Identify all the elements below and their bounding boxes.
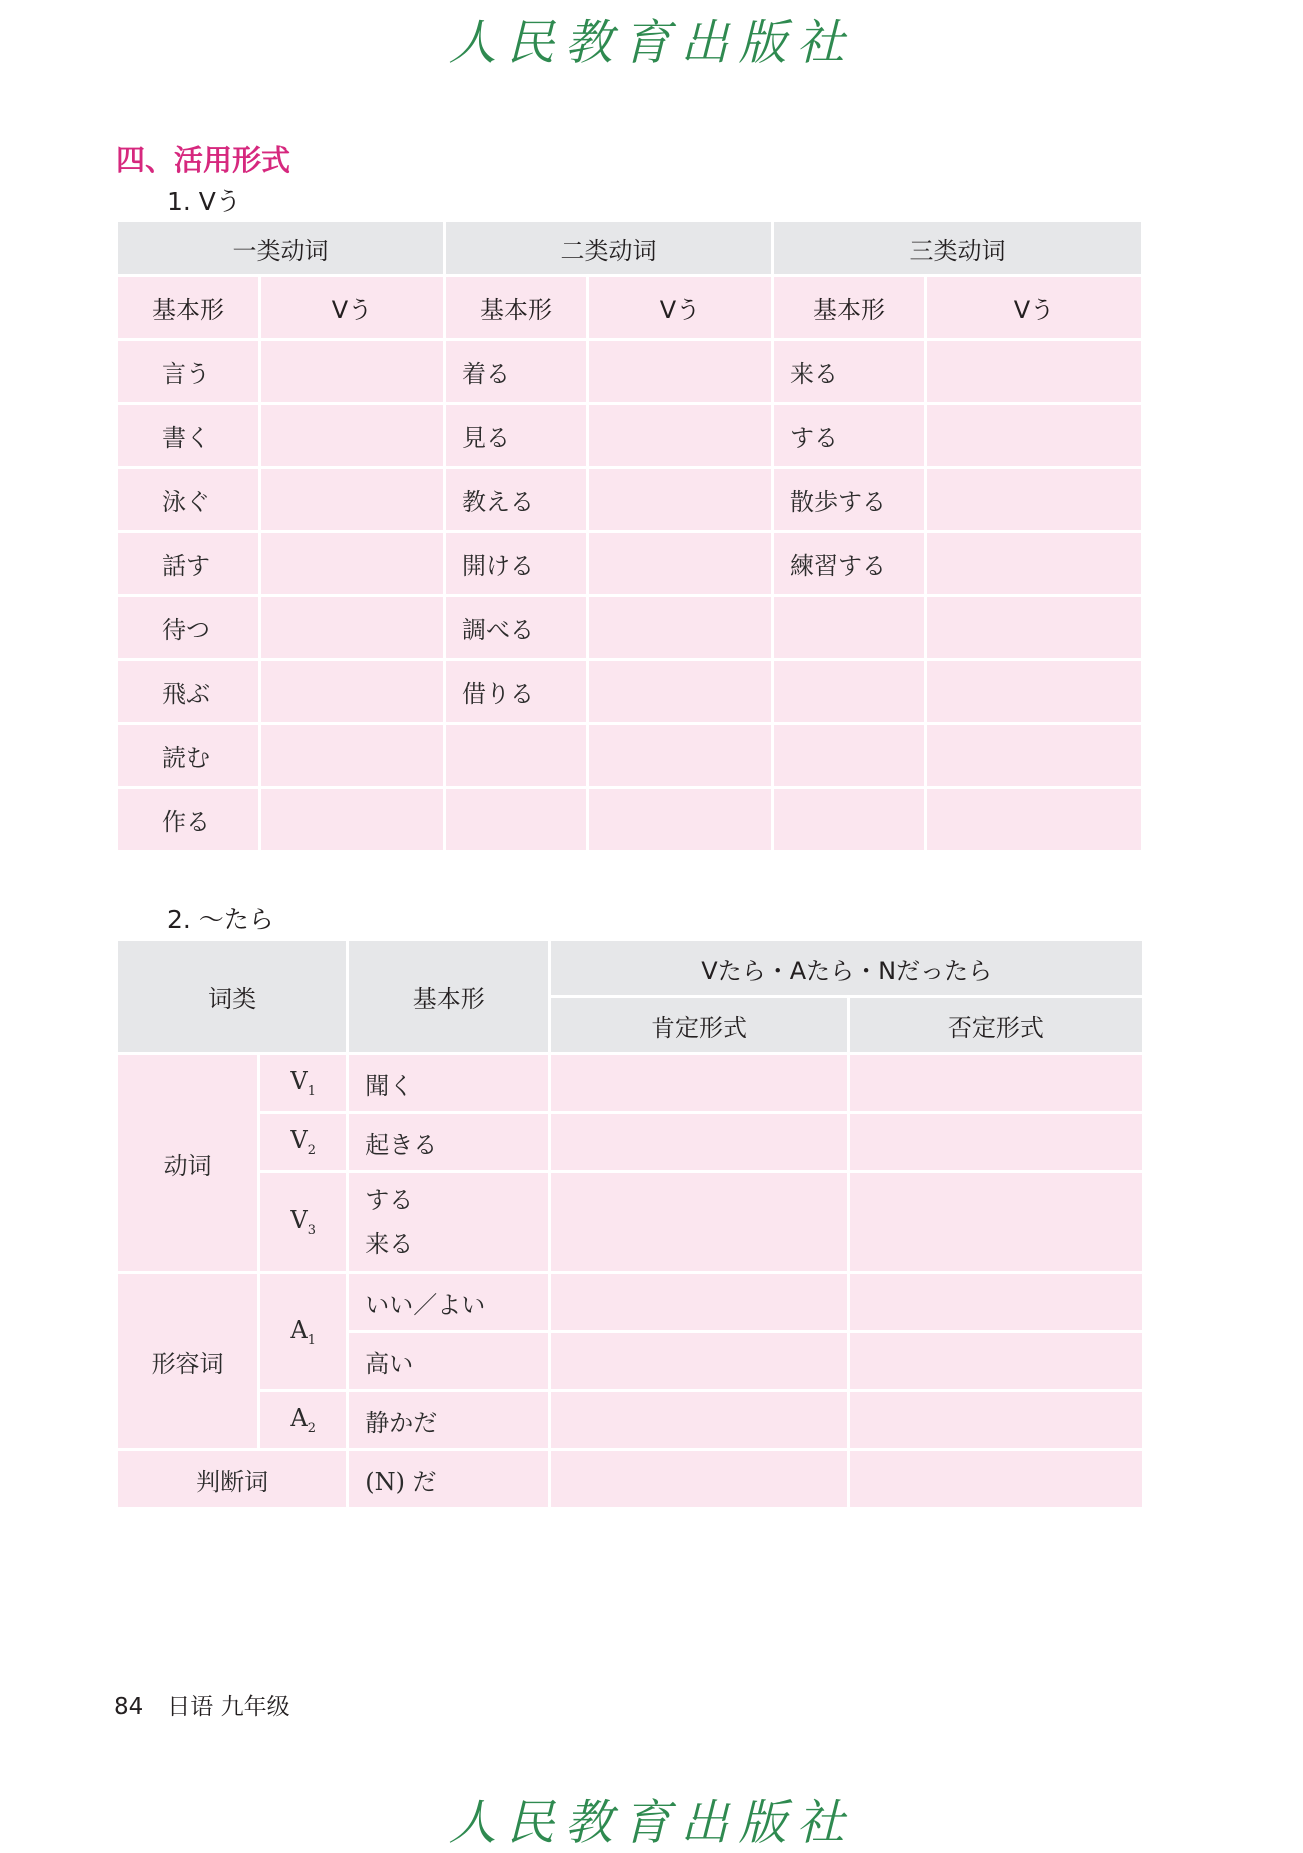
base-form-cell: 借りる: [446, 661, 586, 722]
col-vu-1: Vう: [261, 277, 443, 338]
base-form-cell: [446, 725, 586, 786]
col-vu-2: Vう: [589, 277, 771, 338]
table1-row: [118, 341, 1141, 402]
answer-cell: [850, 1114, 1142, 1170]
page-number: 84: [114, 1694, 144, 1720]
col-base-2: 基本形: [446, 277, 586, 338]
head-positive: 肯定形式: [551, 998, 846, 1052]
head-negative: 否定形式: [850, 998, 1142, 1052]
answer-cell: [261, 597, 443, 658]
table1-row: [118, 597, 1141, 658]
col-base-3: 基本形: [774, 277, 924, 338]
base-form-cell: 作る: [118, 789, 258, 850]
table1-row: [118, 469, 1141, 530]
answer-cell: [927, 533, 1141, 594]
answer-cell: [850, 1451, 1142, 1507]
base-form-cell: 書く: [118, 405, 258, 466]
answer-cell: [261, 469, 443, 530]
answer-cell: [261, 725, 443, 786]
answer-cell: [589, 533, 771, 594]
base-form-cell: 読む: [118, 725, 258, 786]
tara-form-table: [115, 938, 1145, 1510]
answer-cell: [589, 341, 771, 402]
col-base-1: 基本形: [118, 277, 258, 338]
answer-cell: [551, 1055, 846, 1111]
answer-cell: [850, 1173, 1142, 1271]
a1-word-1: いい／よい: [349, 1274, 548, 1330]
verb-u-form-table: [115, 219, 1144, 853]
section-title: 四、活用形式: [116, 143, 291, 177]
answer-cell: [589, 661, 771, 722]
answer-cell: [927, 789, 1141, 850]
answer-cell: [589, 725, 771, 786]
publisher-logo-bottom: 人民教育出版社: [448, 1795, 855, 1851]
answer-cell: [551, 1451, 846, 1507]
base-form-cell: [446, 789, 586, 850]
answer-cell: [927, 405, 1141, 466]
part2-title: 2. ～たら: [167, 905, 274, 934]
book-title: 日语 九年级: [167, 1694, 290, 1720]
answer-cell: [927, 725, 1141, 786]
base-form-cell: 言う: [118, 341, 258, 402]
base-form-cell: 飛ぶ: [118, 661, 258, 722]
table1-row: [118, 789, 1141, 850]
base-form-cell: 練習する: [774, 533, 924, 594]
group1-header: 一类动词: [118, 222, 443, 274]
table1-row: [118, 405, 1141, 466]
v1-word: 聞く: [349, 1055, 548, 1111]
publisher-logo-top: 人民教育出版社: [448, 15, 855, 71]
table1-row: [118, 661, 1141, 722]
base-form-cell: [774, 725, 924, 786]
answer-cell: [589, 405, 771, 466]
v2-label: $V_2$: [260, 1114, 346, 1170]
answer-cell: [589, 469, 771, 530]
page-footer: [114, 1688, 290, 1721]
judgment-label: 判断词: [118, 1451, 346, 1507]
base-form-cell: [774, 661, 924, 722]
base-form-cell: 話す: [118, 533, 258, 594]
base-form-cell: する: [774, 405, 924, 466]
answer-cell: [551, 1333, 846, 1389]
answer-cell: [850, 1392, 1142, 1448]
adjective-label: 形容词: [118, 1274, 257, 1448]
v3-word-2: 来る: [365, 1230, 414, 1258]
head-base: 基本形: [349, 941, 548, 1052]
answer-cell: [551, 1392, 846, 1448]
base-form-cell: 調べる: [446, 597, 586, 658]
answer-cell: [261, 661, 443, 722]
v3-words: [349, 1173, 548, 1271]
answer-cell: [261, 405, 443, 466]
base-form-cell: [774, 597, 924, 658]
table1-row: [118, 533, 1141, 594]
group2-header: 二类动词: [446, 222, 771, 274]
a2-word: 静かだ: [349, 1392, 548, 1448]
answer-cell: [261, 341, 443, 402]
table1-row: [118, 725, 1141, 786]
answer-cell: [551, 1274, 846, 1330]
a1-label: $A_1$: [260, 1274, 346, 1389]
answer-cell: [261, 533, 443, 594]
base-form-cell: 着る: [446, 341, 586, 402]
answer-cell: [850, 1274, 1142, 1330]
base-form-cell: 開ける: [446, 533, 586, 594]
verb-label: 动词: [118, 1055, 257, 1271]
answer-cell: [850, 1055, 1142, 1111]
head-forms: Vたら・Aたら・Nだったら: [551, 941, 1142, 995]
base-form-cell: 散歩する: [774, 469, 924, 530]
base-form-cell: 泳ぐ: [118, 469, 258, 530]
answer-cell: [927, 597, 1141, 658]
a2-label: $A_2$: [260, 1392, 346, 1448]
part1-title: 1. Vう: [167, 187, 241, 216]
v3-word-1: する: [365, 1186, 414, 1214]
answer-cell: [927, 661, 1141, 722]
head-cilei: 词类: [118, 941, 346, 1052]
answer-cell: [589, 597, 771, 658]
a1-word-2: 高い: [349, 1333, 548, 1389]
base-form-cell: 見る: [446, 405, 586, 466]
answer-cell: [927, 469, 1141, 530]
base-form-cell: 待つ: [118, 597, 258, 658]
group3-header: 三类动词: [774, 222, 1141, 274]
answer-cell: [589, 789, 771, 850]
answer-cell: [850, 1333, 1142, 1389]
judgment-word: (N) だ: [349, 1451, 548, 1507]
answer-cell: [261, 789, 443, 850]
base-form-cell: 教える: [446, 469, 586, 530]
base-form-cell: 来る: [774, 341, 924, 402]
v3-label: $V_3$: [260, 1173, 346, 1271]
base-form-cell: [774, 789, 924, 850]
v1-label: $V_1$: [260, 1055, 346, 1111]
v2-word: 起きる: [349, 1114, 548, 1170]
answer-cell: [927, 341, 1141, 402]
answer-cell: [551, 1114, 846, 1170]
answer-cell: [551, 1173, 846, 1271]
col-vu-3: Vう: [927, 277, 1141, 338]
